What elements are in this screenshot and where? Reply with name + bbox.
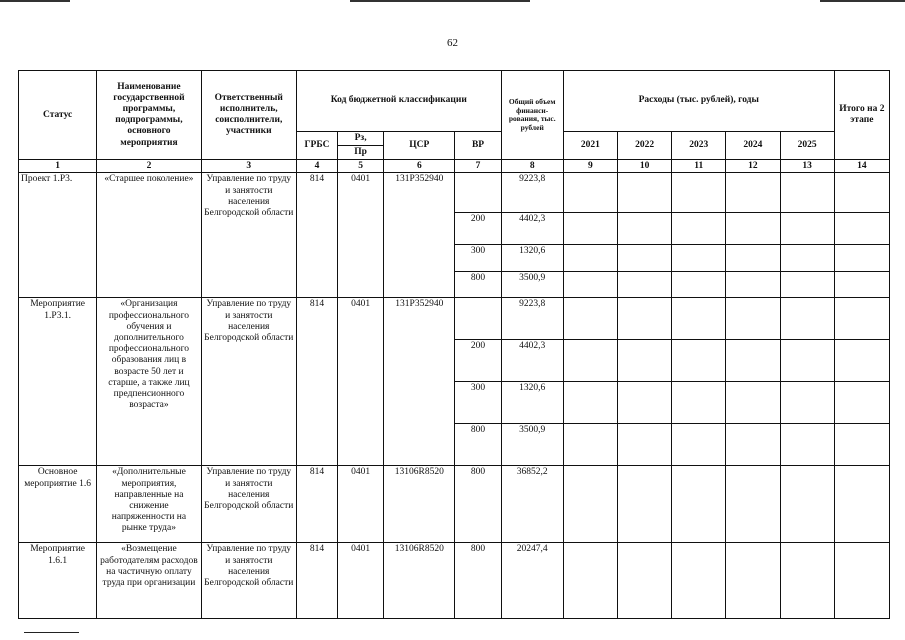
row-total: 9223,8 bbox=[501, 173, 563, 213]
row-total: 3500,9 bbox=[501, 272, 563, 298]
row-rzpr: 0401 bbox=[338, 543, 384, 619]
budget-table bbox=[18, 70, 890, 619]
row-status: Мероприятие 1.Р3.1. bbox=[19, 298, 97, 466]
column-number: 12 bbox=[726, 160, 780, 173]
row-rzpr: 0401 bbox=[338, 173, 384, 298]
top-border-fragment-left bbox=[0, 0, 70, 2]
row-name: «Старшее поколение» bbox=[97, 173, 201, 298]
row-grbs: 814 bbox=[296, 173, 337, 298]
row-vr: 300 bbox=[455, 382, 501, 424]
header-total-stage: Итого на 2 этапе bbox=[834, 71, 889, 160]
row-executor: Управление по труду и занятости населения Белгородской области bbox=[201, 173, 296, 298]
column-number: 1 bbox=[19, 160, 97, 173]
row-status: Проект 1.Р3. bbox=[19, 173, 97, 298]
row-csr: 13106R8520 bbox=[384, 466, 455, 543]
header-executor: Ответственный исполнитель, соисполнители, участники bbox=[201, 71, 296, 160]
column-number: 3 bbox=[201, 160, 296, 173]
row-grbs: 814 bbox=[296, 543, 337, 619]
header-budget-code: Код бюджетной классификации bbox=[296, 71, 501, 132]
header-year-2023: 2023 bbox=[672, 132, 726, 160]
column-number: 14 bbox=[834, 160, 889, 173]
row-csr: 131Р352940 bbox=[384, 173, 455, 298]
column-number: 7 bbox=[455, 160, 501, 173]
row-total: 1320,6 bbox=[501, 382, 563, 424]
row-grbs: 814 bbox=[296, 466, 337, 543]
header-year-2021: 2021 bbox=[563, 132, 617, 160]
row-vr: 200 bbox=[455, 213, 501, 245]
header-year-2025: 2025 bbox=[780, 132, 834, 160]
row-grbs: 814 bbox=[296, 298, 337, 466]
row-vr: 800 bbox=[455, 466, 501, 543]
row-total: 20247,4 bbox=[501, 543, 563, 619]
page-number: 62 bbox=[447, 37, 458, 49]
column-number: 8 bbox=[501, 160, 563, 173]
column-number: 2 bbox=[97, 160, 201, 173]
header-total-financing: Общий объем финанси-рования, тыс. рублей bbox=[501, 71, 563, 160]
header-csr: ЦСР bbox=[384, 132, 455, 160]
header-pr: Пр bbox=[338, 146, 384, 160]
header-grbs: ГРБС bbox=[296, 132, 337, 160]
table-row bbox=[19, 173, 890, 213]
top-border-fragment-center bbox=[350, 0, 530, 2]
header-year-2024: 2024 bbox=[726, 132, 780, 160]
table-row bbox=[19, 298, 890, 340]
row-executor: Управление по труду и занятости населения Белгородской области bbox=[201, 466, 296, 543]
table-row bbox=[19, 466, 890, 543]
row-name: «Дополнительные мероприятия, направленные на снижение напряженности на рынке труда» bbox=[97, 466, 201, 543]
row-csr: 131Р352940 bbox=[384, 298, 455, 466]
row-csr: 13106R8520 bbox=[384, 543, 455, 619]
row-total: 1320,6 bbox=[501, 245, 563, 272]
row-rzpr: 0401 bbox=[338, 466, 384, 543]
row-name: «Возмещение работодателям расходов на частичную оплату труда при организации bbox=[97, 543, 201, 619]
row-vr: 800 bbox=[455, 543, 501, 619]
row-executor: Управление по труду и занятости населения Белгородской области bbox=[201, 298, 296, 466]
row-executor: Управление по труду и занятости населения Белгородской области bbox=[201, 543, 296, 619]
column-number: 4 bbox=[296, 160, 337, 173]
top-border-fragment-right bbox=[820, 0, 905, 2]
row-vr: 300 bbox=[455, 245, 501, 272]
row-total: 36852,2 bbox=[501, 466, 563, 543]
row-vr bbox=[455, 298, 501, 340]
header-vr: ВР bbox=[455, 132, 501, 160]
row-total: 9223,8 bbox=[501, 298, 563, 340]
column-number: 9 bbox=[563, 160, 617, 173]
header-status: Статус bbox=[19, 71, 97, 160]
row-rzpr: 0401 bbox=[338, 298, 384, 466]
row-vr: 800 bbox=[455, 272, 501, 298]
row-vr: 200 bbox=[455, 340, 501, 382]
header-rz: Рз, bbox=[338, 132, 384, 146]
row-status: Основное мероприятие 1.6 bbox=[19, 466, 97, 543]
header-name: Наименование государственной программы, подпрограммы, основного мероприятия bbox=[97, 71, 201, 160]
row-total: 3500,9 bbox=[501, 424, 563, 466]
header-year-2022: 2022 bbox=[617, 132, 671, 160]
row-status: Мероприятие 1.6.1 bbox=[19, 543, 97, 619]
row-vr: 800 bbox=[455, 424, 501, 466]
column-number-row bbox=[19, 160, 890, 173]
column-number: 10 bbox=[617, 160, 671, 173]
row-name: «Организация профессионального обучения и дополнительного профессионального образования лиц в возрасте 50 лет и старше, а также лиц предпенсионного возраста» bbox=[97, 298, 201, 466]
footnote-separator bbox=[24, 632, 79, 633]
column-number: 5 bbox=[338, 160, 384, 173]
row-total: 4402,3 bbox=[501, 213, 563, 245]
column-number: 11 bbox=[672, 160, 726, 173]
header-expenses: Расходы (тыс. рублей), годы bbox=[563, 71, 834, 132]
row-vr bbox=[455, 173, 501, 213]
table-row bbox=[19, 543, 890, 619]
row-total: 4402,3 bbox=[501, 340, 563, 382]
column-number: 6 bbox=[384, 160, 455, 173]
column-number: 13 bbox=[780, 160, 834, 173]
